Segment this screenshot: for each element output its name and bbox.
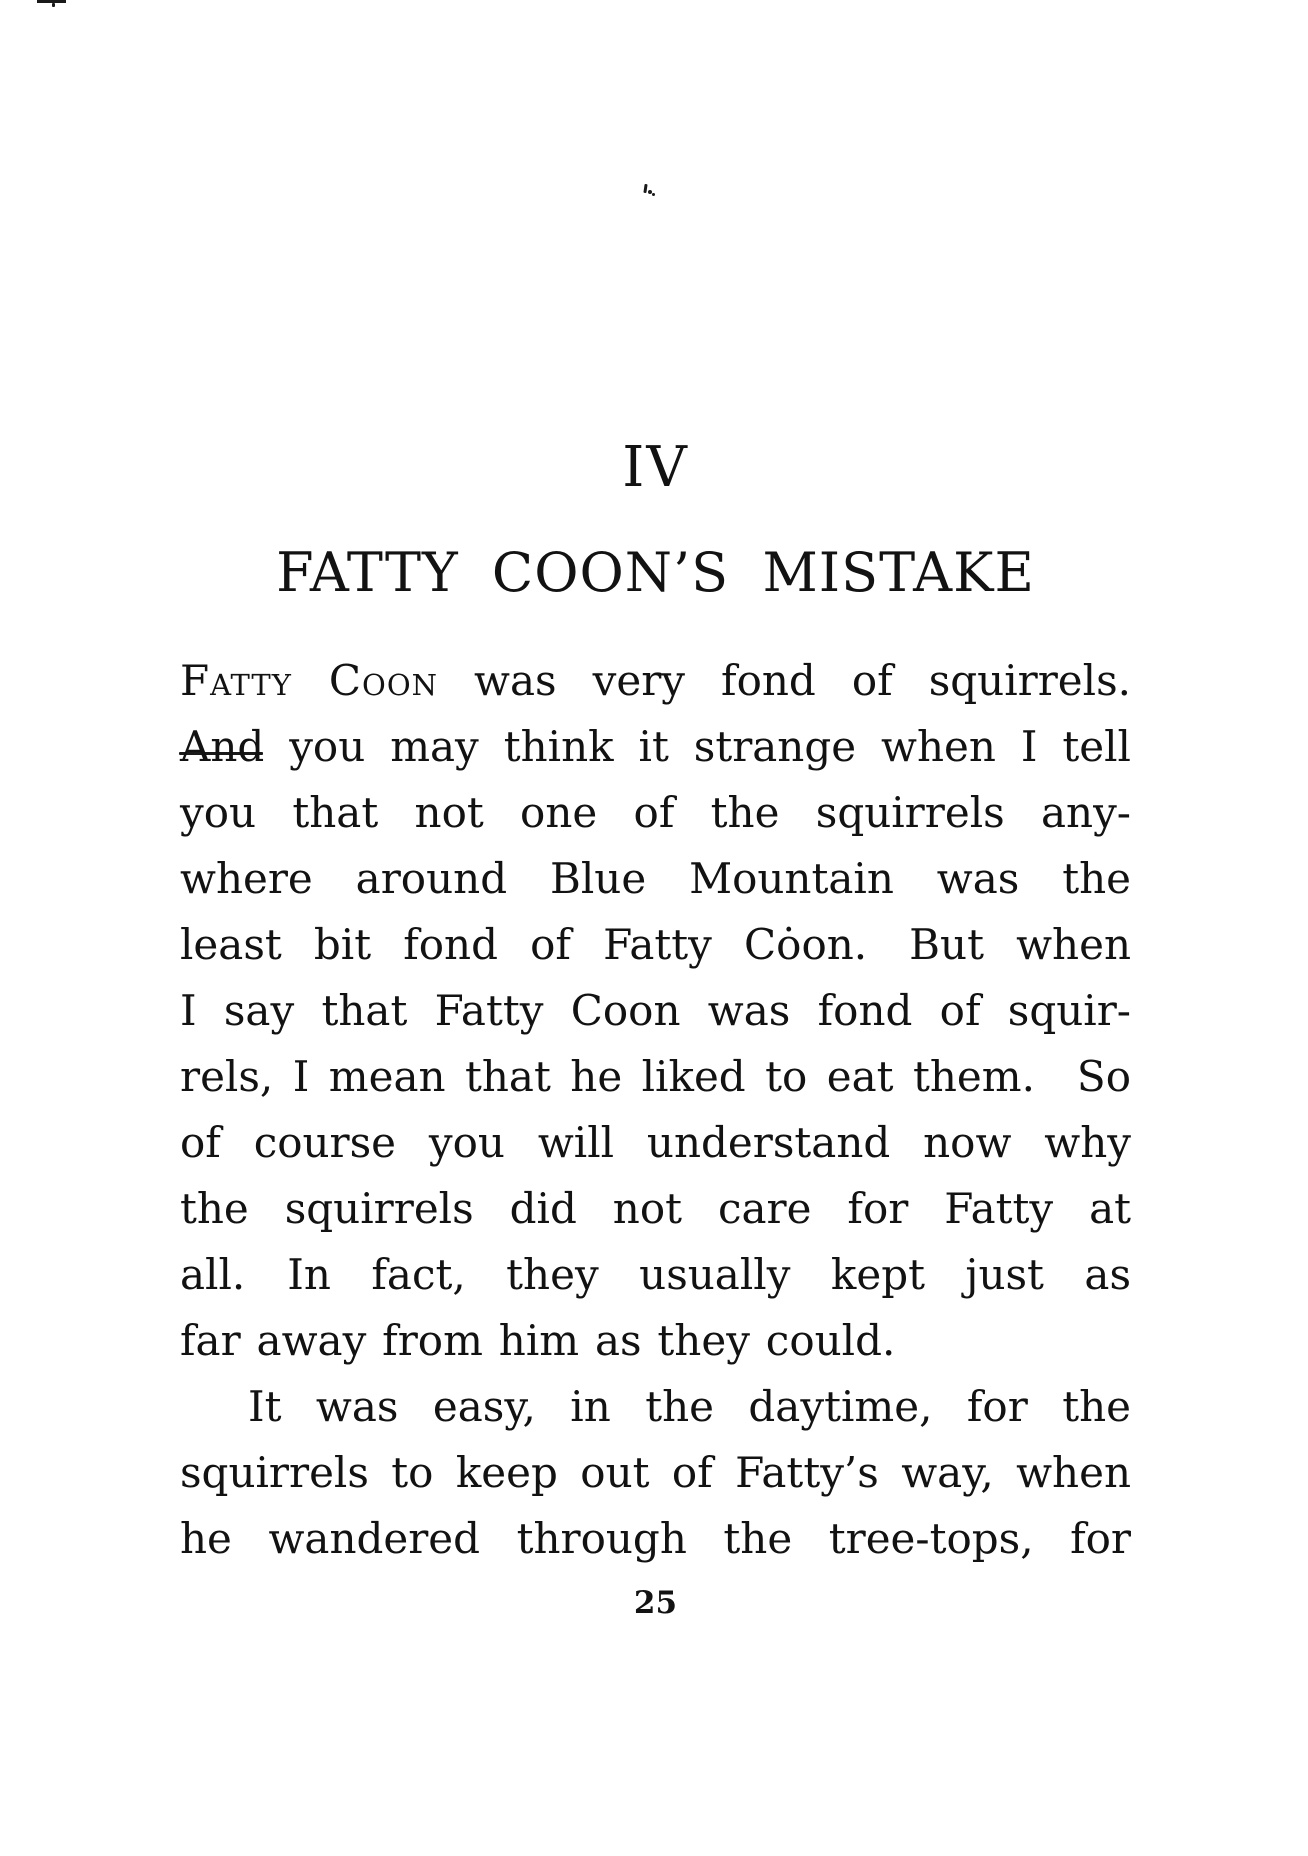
scan-artifact-ink-speck (643, 184, 647, 193)
opening-rest: was very fond of squirrels. (437, 656, 1131, 705)
text-line: rels, I mean that he liked to eat them. So (180, 1052, 1131, 1101)
text-line: all. In fact, they usually kept just as (180, 1250, 1131, 1299)
text-line: the squirrels did not care for Fatty at (180, 1184, 1131, 1233)
page-number: 25 (633, 1585, 678, 1621)
text-line-paragraph-end: far away from him as they could. (180, 1316, 896, 1365)
text-line: you that not one of the squirrels any- (180, 788, 1131, 837)
text-line: he wandered through the tree-tops, for (180, 1514, 1131, 1563)
text-line: I say that Fatty Coon was fond of squir- (180, 986, 1131, 1035)
opening-small-caps: Fatty Coon (180, 656, 438, 705)
text-line-opening (180, 648, 1131, 714)
text-line: least bit fond of Fatty Cȯon. But when (180, 920, 1131, 969)
scan-artifact-ink-speck (652, 193, 655, 196)
text-line: where around Blue Mountain was the (180, 854, 1131, 903)
scan-artifact-top-left-dot (52, 3, 55, 7)
text-line: of course you will understand now why (180, 1118, 1131, 1167)
text-line-paragraph-start: It was easy, in the daytime, for the (248, 1382, 1131, 1431)
text-line: And you may think it strange when I tell (180, 722, 1131, 771)
body-text (180, 648, 1131, 1572)
chapter-title: FATTY COON’S MISTAKE (276, 541, 1035, 604)
text-line: squirrels to keep out of Fatty’s way, when (180, 1448, 1131, 1497)
chapter-number: IV (622, 435, 689, 500)
